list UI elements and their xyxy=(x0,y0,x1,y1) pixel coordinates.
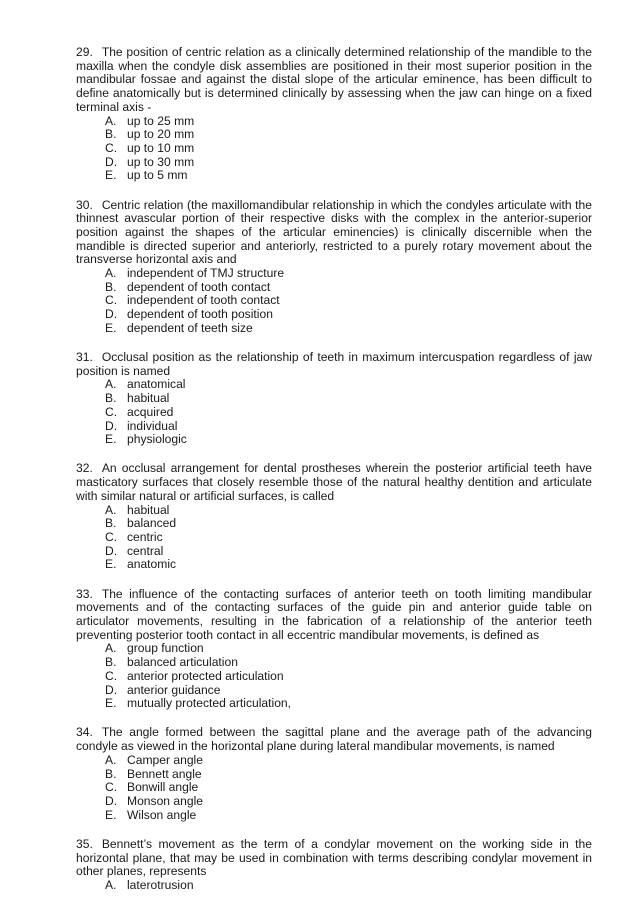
question-stem xyxy=(76,199,592,268)
option-text: balanced xyxy=(127,516,177,531)
option-text: mutually protected articulation, xyxy=(127,696,292,711)
question-number: 30. xyxy=(76,197,93,212)
option-text: laterotrusion xyxy=(127,877,194,892)
question-text: Occlusal position as the relationship of teeth in maximum intercuspation regardless of jaw position is named xyxy=(76,350,592,378)
question-number: 33. xyxy=(76,586,93,601)
question-stem xyxy=(76,838,592,879)
option-d xyxy=(105,545,592,559)
option-list xyxy=(76,378,592,447)
question-number: 31. xyxy=(76,350,93,365)
option-letter: A. xyxy=(105,266,117,281)
option-b xyxy=(105,128,592,142)
option-b xyxy=(105,517,592,531)
option-text: centric xyxy=(127,530,163,544)
option-a xyxy=(105,504,592,518)
option-list xyxy=(76,115,592,184)
option-text: Bennett angle xyxy=(127,766,202,781)
option-e xyxy=(105,697,592,711)
option-letter: C. xyxy=(105,530,118,544)
option-text: habitual xyxy=(127,391,170,406)
question-number: 35. xyxy=(76,836,93,851)
option-text: physiologic xyxy=(127,432,187,447)
option-text: up to 5 mm xyxy=(127,168,188,183)
option-letter: E. xyxy=(105,320,117,335)
option-c xyxy=(105,406,592,420)
option-d xyxy=(105,684,592,698)
option-e xyxy=(105,433,592,447)
option-list xyxy=(76,879,592,893)
option-letter: C. xyxy=(105,780,118,795)
option-letter: E. xyxy=(105,557,117,572)
option-text: anatomic xyxy=(127,557,177,572)
option-d xyxy=(105,308,592,322)
question-text: Centric relation (the maxillomandibular relationship in which the condyles articulate with the thinnest avascular portion of their respective disks with the complex in the anterior-superior position against the shapes of the articular eminencies) is clinically discernible when the mandible is directed superior and anteriorly, restricted to a purely rotary movement about the transverse horizontal axis and xyxy=(76,197,592,267)
question-stem xyxy=(76,46,592,115)
option-b xyxy=(105,768,592,782)
option-d xyxy=(105,420,592,434)
option-text: anatomical xyxy=(127,377,186,392)
option-text: anterior guidance xyxy=(127,682,221,697)
option-a xyxy=(105,378,592,392)
option-text: dependent of teeth size xyxy=(127,320,253,335)
option-e xyxy=(105,322,592,336)
option-text: Monson angle xyxy=(127,793,203,808)
question-text: The influence of the contacting surfaces of anterior teeth on tooth limiting mandibular movements and of the contacting surfaces of the guide pin and anterior guide table on articulator movements, resulting in the fabrication of a relationship of the anterior teeth preventing posterior tooth contact in all eccentric mandibular movements, is defined as xyxy=(76,586,592,642)
option-letter: D. xyxy=(105,543,118,558)
option-letter: A. xyxy=(105,113,117,128)
question-text: Bennett’s movement as the term of a condylar movement on the working side in the horizontal plane, that may be used in combination with terms describing condylar movement in other planes, represents xyxy=(76,836,592,879)
option-c xyxy=(105,781,592,795)
option-letter: A. xyxy=(105,641,117,656)
option-text: Bonwill angle xyxy=(127,780,199,795)
option-text: anterior protected articulation xyxy=(127,668,284,683)
question-31 xyxy=(76,351,592,447)
option-text: independent of TMJ structure xyxy=(127,266,285,281)
question-stem xyxy=(76,462,592,503)
option-letter: A. xyxy=(105,502,117,517)
option-b xyxy=(105,656,592,670)
question-stem xyxy=(76,588,592,643)
question-text: An occlusal arrangement for dental prostheses wherein the posterior artificial teeth have masticatory surfaces that closely resemble those of the natural healthy dentition and articulate with similar natural or artificial surfaces, is called xyxy=(76,461,592,503)
option-c xyxy=(105,142,592,156)
question-text: The angle formed between the sagittal plane and the average path of the advancing condyle as viewed in the horizontal plane during lateral mandibular movements, is named xyxy=(76,725,592,754)
option-letter: E. xyxy=(105,807,117,822)
option-text: habitual xyxy=(127,502,170,517)
question-29 xyxy=(76,46,592,183)
option-text: Camper angle xyxy=(127,752,203,767)
question-33 xyxy=(76,588,592,711)
option-letter: D. xyxy=(105,307,118,322)
option-text: independent of tooth contact xyxy=(127,293,280,308)
option-letter: C. xyxy=(105,668,118,683)
question-30 xyxy=(76,199,592,336)
option-letter: B. xyxy=(105,279,117,294)
option-text: individual xyxy=(127,418,178,433)
question-35 xyxy=(76,838,592,893)
option-letter: B. xyxy=(105,516,117,531)
option-c xyxy=(105,531,592,545)
option-text: up to 10 mm xyxy=(127,140,195,155)
option-letter: D. xyxy=(105,418,118,433)
option-letter: B. xyxy=(105,655,117,670)
option-e xyxy=(105,809,592,823)
question-34 xyxy=(76,726,592,822)
option-letter: D. xyxy=(105,682,118,697)
option-list xyxy=(76,642,592,711)
option-a xyxy=(105,267,592,281)
option-text: dependent of tooth position xyxy=(127,307,273,322)
option-c xyxy=(105,670,592,684)
option-letter: C. xyxy=(105,140,118,155)
question-number: 32. xyxy=(76,461,93,476)
option-a xyxy=(105,879,592,893)
option-letter: A. xyxy=(105,877,117,892)
option-list xyxy=(76,754,592,823)
question-text: The position of centric relation as a clinically determined relationship of the mandible to the maxilla when the condyle disk assemblies are positioned in their most superior position in the mandibular fossae and against the distal slope of the articular eminence, has been difficult to define anatomically but is determined clinically by assessing when the jaw can hinge on a fixed terminal axis - xyxy=(76,45,592,114)
option-text: group function xyxy=(127,641,204,656)
option-text: dependent of tooth contact xyxy=(127,279,271,294)
question-stem xyxy=(76,351,592,378)
option-text: acquired xyxy=(127,404,174,419)
option-letter: E. xyxy=(105,696,117,711)
option-d xyxy=(105,156,592,170)
option-a xyxy=(105,642,592,656)
question-number: 29. xyxy=(76,45,93,59)
option-letter: B. xyxy=(105,766,117,781)
option-text: up to 25 mm xyxy=(127,113,195,128)
option-letter: A. xyxy=(105,752,117,767)
option-text: Wilson angle xyxy=(127,807,197,822)
option-list xyxy=(76,504,592,573)
option-letter: D. xyxy=(105,793,118,808)
option-e xyxy=(105,558,592,572)
option-a xyxy=(105,115,592,129)
option-text: central xyxy=(127,543,164,558)
option-text: up to 30 mm xyxy=(127,154,195,169)
option-letter: C. xyxy=(105,293,118,308)
option-b xyxy=(105,392,592,406)
option-d xyxy=(105,795,592,809)
option-letter: A. xyxy=(105,377,117,392)
option-letter: E. xyxy=(105,168,117,183)
option-text: up to 20 mm xyxy=(127,127,195,142)
option-list xyxy=(76,267,592,336)
option-letter: C. xyxy=(105,404,118,419)
option-letter: E. xyxy=(105,432,117,447)
question-number: 34. xyxy=(76,725,93,740)
option-letter: D. xyxy=(105,154,118,169)
option-letter: B. xyxy=(105,391,117,406)
question-32 xyxy=(76,462,592,572)
option-text: balanced articulation xyxy=(127,655,238,670)
option-c xyxy=(105,294,592,308)
option-letter: B. xyxy=(105,127,117,142)
option-b xyxy=(105,281,592,295)
option-e xyxy=(105,169,592,183)
question-stem xyxy=(76,726,592,753)
option-a xyxy=(105,754,592,768)
